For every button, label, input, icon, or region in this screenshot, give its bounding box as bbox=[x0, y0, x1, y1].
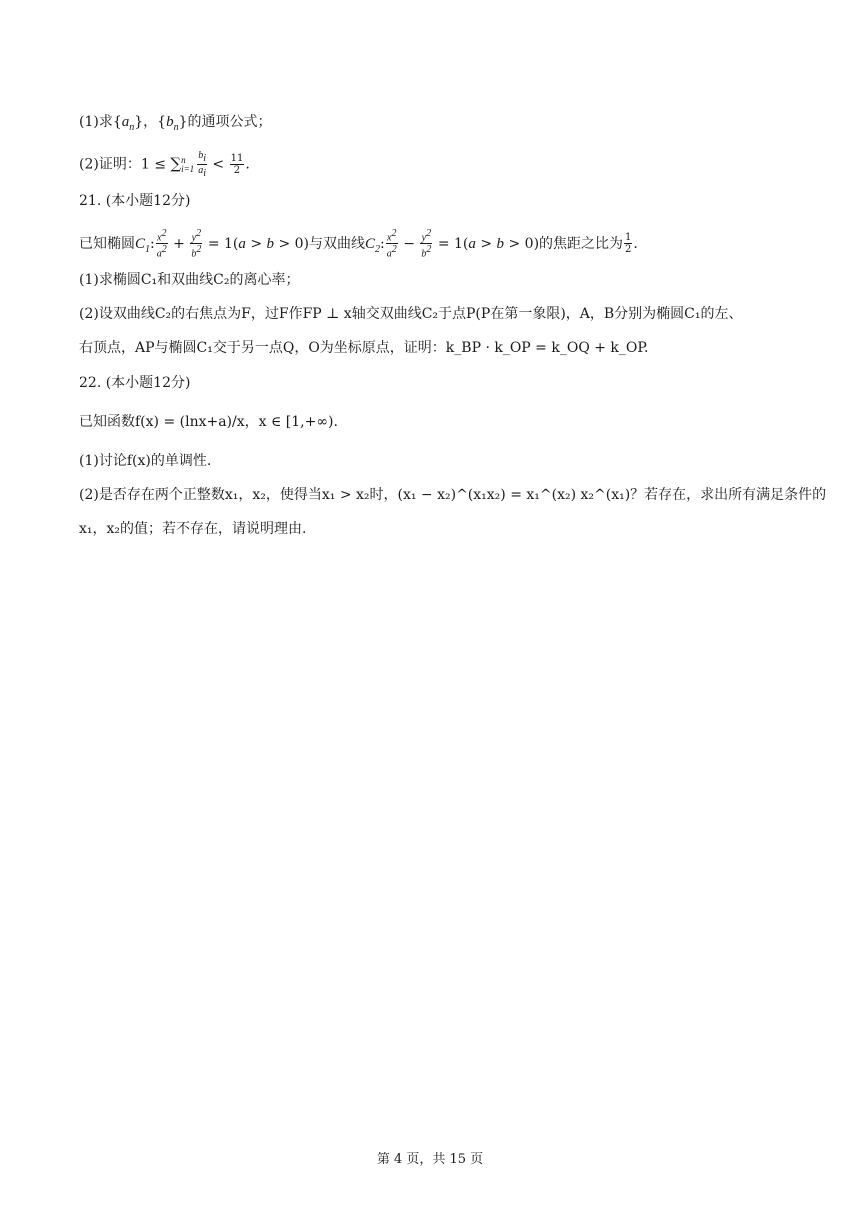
q21-stem: 已知椭圆$C_1$: $\frac{x^2}{a^2}$ + $\frac{y^2}{b^2}$ = 1(a > b > 0)与双曲线$C_2$: $\frac{x^2}{a^2}$ − $\frac{y^2}{b^2}$ = 1(a > b > 0)的焦距之比为 $\frac{1}{2}$ . bbox=[79, 228, 638, 260]
q22-header: 22. (本小题12分) bbox=[79, 375, 191, 391]
part-label: (2) bbox=[79, 156, 99, 173]
q21-part2-line1 bbox=[79, 304, 743, 324]
q21-part2-line2: 右顶点，AP与椭圆C₁交于另一点Q，O为坐标原点，证明：k_BP · k_OP = k_OQ + k_OP. bbox=[79, 340, 649, 356]
q21-header: 21. (本小题12分) bbox=[79, 193, 191, 209]
q22-stem: 已知函数f(x) = (lnx+a)/x，x ∈ [1,+∞). bbox=[79, 414, 338, 430]
fraction-x2-a2: $\frac{x^2}{a^2}$ bbox=[156, 228, 167, 260]
math-C1: $C_1$ bbox=[135, 235, 151, 255]
q22-part1 bbox=[79, 451, 211, 471]
text-run: 设双曲线C₂的右焦点为F，过F作FP ⊥ x轴交双曲线C₂于点P(P在第一象限)，A，B分别为椭圆C₁的左、 bbox=[98, 306, 743, 322]
text-run: < bbox=[207, 156, 229, 173]
text-run: 与双曲线 bbox=[309, 235, 366, 252]
text-run: }，{ bbox=[134, 114, 167, 130]
fraction-y2-b2-hyp: $\frac{y^2}{b^2}$ bbox=[421, 228, 432, 260]
text-run: . bbox=[633, 235, 638, 252]
math-an: $a_n$ bbox=[121, 114, 135, 133]
part-label: (1) bbox=[79, 272, 99, 288]
part-label: (2) bbox=[79, 306, 99, 322]
q22-part2-line1 bbox=[79, 485, 826, 505]
q22-part2-line2: x₁，x₂的值；若不存在，请说明理由. bbox=[79, 521, 307, 537]
text-run: 是否存在两个正整数x₁，x₂，使得当x₁ > x₂时，(x₁ − x₂)^(x₁x₂) = x₁^(x₂) x₂^(x₁)？若存在，求出所有满足条件的 bbox=[98, 487, 827, 503]
text-run: 求椭圆C₁和双曲线C₂的离心率； bbox=[98, 272, 300, 288]
fraction-y2-b2: $\frac{y^2}{b^2}$ bbox=[191, 228, 202, 260]
part-label: (2) bbox=[79, 487, 99, 503]
part-label: (1) bbox=[79, 114, 99, 130]
fraction-11-2: $\frac{11}{2}$ bbox=[230, 153, 244, 176]
sum-symbol: ∑ bbox=[170, 154, 182, 173]
text-run: 求{ bbox=[98, 114, 122, 130]
part-label: (1) bbox=[79, 453, 99, 469]
math-C2: $C_2$ bbox=[365, 235, 381, 255]
text-run: 讨论f(x)的单调性. bbox=[98, 453, 212, 469]
text-run: 的焦距之比为 bbox=[539, 235, 624, 252]
fraction-x2-a2-hyp: $\frac{x^2}{a^2}$ bbox=[386, 228, 397, 260]
page-footer: 第 4 页，共 15 页 bbox=[376, 1152, 484, 1167]
text-run: }的通项公式； bbox=[178, 114, 272, 130]
text-run: 证明：1 ≤ bbox=[98, 156, 171, 173]
fraction-1-2: $\frac{1}{2}$ bbox=[625, 232, 632, 256]
math-bn: $b_n$ bbox=[166, 114, 179, 133]
q20-part1 bbox=[79, 112, 272, 138]
text-run: 已知椭圆 bbox=[79, 235, 135, 252]
text-run: . bbox=[245, 156, 250, 173]
q21-part1 bbox=[79, 270, 300, 290]
sum-limits: n i=1 bbox=[181, 154, 195, 174]
fraction-bi-ai: $\frac{b_i}{a_i}$ bbox=[198, 150, 206, 179]
q20-part2 bbox=[79, 150, 250, 179]
